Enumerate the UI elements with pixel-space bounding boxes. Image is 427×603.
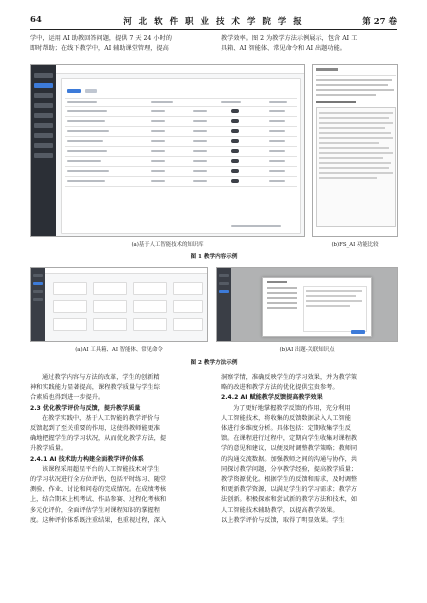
text-line: 具箱、AI 智能体、常见命令和 AI 出题功能。 (221, 45, 346, 53)
text-line: 法创新。积极探索和尝试新的教学方法和技术，如 (221, 496, 358, 504)
screenshot-sidebar (31, 65, 56, 236)
section-heading: 2.3 优化教学评价与反馈，提升教学质量 (30, 404, 141, 412)
text-line: 神和实践能力显著提高，课程教学质量与学生综 (30, 384, 160, 392)
top-right-text (221, 34, 398, 54)
ai-toolbox-screenshot (30, 267, 208, 342)
text-line: 通过教学内容与方法的改革，学生的创新精 (42, 374, 160, 381)
body-column-left (30, 373, 207, 526)
text-line: 体进行多维度分析。具体包括：定期收集学生反 (221, 425, 351, 433)
text-line: 多元化评价，全面评估学生对课程知识的掌握程 (30, 506, 160, 514)
header-rule (30, 29, 397, 30)
knowledge-base-screenshot (30, 64, 305, 237)
text-line: 同探讨教学问题，分享教学经验，提高教学质量； (221, 465, 358, 473)
volume-label: 第 27 卷 (362, 17, 397, 27)
page-number: 64 (30, 15, 42, 25)
fig2-caption-a: (a)AI 工具箱、AI 智能体、常见命令 (75, 347, 163, 353)
text-line: 略的改进和教学方法的优化提供宝贵参考。 (221, 384, 339, 392)
text-line: 学的意见和建议，以便及时调整教学策略；教师同 (221, 445, 358, 453)
fig2-caption-b: (b)AI 出题-关联知识点 (279, 347, 335, 353)
text-line: 馈。在课程进行过程中，定期向学生收集对课程教 (221, 435, 358, 443)
text-line: 人工智能技术辅助教学，以提高教学效果。 (221, 506, 339, 514)
text-line: 为了更好地掌握教学反馈的作用，充分利用 (233, 404, 351, 412)
text-line: 测验、作业、讨论和问卷的完成情况。在成绩考核 (30, 486, 167, 494)
text-line: 和更新教学资源，以满足学生的学习需求；教学方 (221, 486, 358, 494)
ai-question-screenshot (216, 267, 398, 342)
text-line: 反馈起到了至关重要的作用，这使得教师能更准 (30, 425, 160, 433)
text-line: 洞察学情，准确反映学生的学习效果，并为教学策 (221, 374, 358, 381)
body-column-right (221, 373, 398, 526)
text-line: 即时帮助；在线下教学中，AI 辅助课堂管理，提高 (30, 45, 169, 53)
question-dialog (262, 277, 372, 337)
text-line: 教学效率。图 2 为教学方法示例展示，包含 AI 工 (221, 35, 358, 42)
text-line: 度。这种评价体系既注重结果，也重视过程，深入 (30, 516, 167, 524)
journal-title: 河 北 软 件 职 业 技 术 学 院 学 报 (123, 17, 304, 27)
fig1-title: 图 1 教学内容示例 (190, 254, 238, 260)
text-line: 学中，运用 AI 助教回答问题，提供 7 天 24 小时的 (30, 35, 172, 42)
text-line: 合素质也得到进一步提升。 (30, 394, 105, 402)
text-line: 人工智能技术，将收集的反馈数据录入人工智能 (221, 414, 351, 422)
text-line: 的沟通交流数据。加强教师之间的沟通与协作，共 (221, 455, 358, 463)
text-line: 的学习状况进行全方位评估，包括平时练习、随堂 (30, 476, 167, 484)
fig1-caption-a: (a)基于人工智能技术的知识库 (131, 242, 204, 248)
section-heading: 2.4.2 AI 赋能教学反馈提高教学效果 (221, 394, 323, 402)
ai-function-comparison-screenshot (312, 64, 398, 237)
text-line: 确地把握学生的学习状况，从而优化教学方法，提 (30, 435, 167, 443)
fig2-title: 图 2 教学方法示例 (190, 360, 238, 366)
text-line: 以上教学评价与反馈，取得了明显效果。学生 (221, 516, 345, 524)
text-line: 在教学实践中，基于人工智能的教学评价与 (42, 414, 160, 422)
text-line: 教学资源优化。根据学生的反馈和需求，及时调整 (221, 476, 358, 484)
text-line: 升教学质量。 (30, 445, 68, 453)
fig1-caption-b: (b)FS_AI 功能比较 (331, 242, 379, 248)
section-heading: 2.4.1 AI 技术助力构建全面教学评价体系 (30, 455, 144, 463)
text-line: 上，结合期末上机考试、作品参赛、过程化考核和 (30, 496, 167, 504)
top-left-text (30, 34, 207, 54)
text-line: 该课程采用超星平台的人工智能技术对学生 (42, 465, 160, 473)
